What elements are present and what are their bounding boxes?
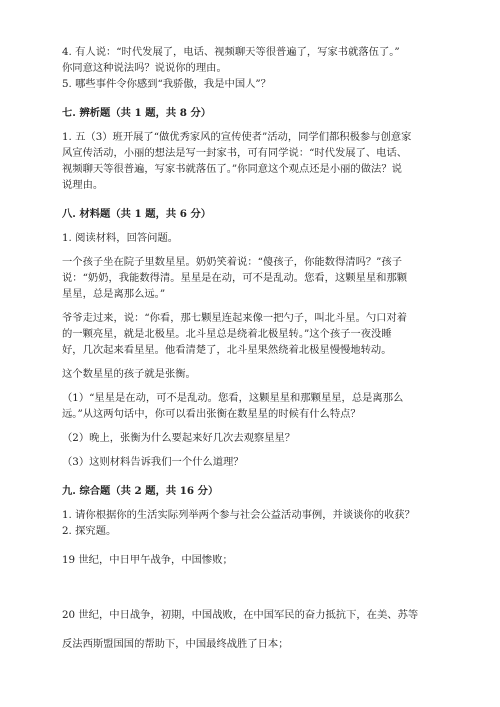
section-7-line-3: 视频聊天等很普遍，写家书就落伍了。”你同意这个观点还是小丽的做法？说 bbox=[62, 163, 402, 175]
section-7-line-1: 1. 五（3）班开展了“做优秀家风的宣传使者”活动，同学们都积极参与创意家 bbox=[62, 131, 412, 143]
section-9-question-2: 2. 探究题。 bbox=[62, 525, 117, 537]
century-20-text-continued: 反法西斯盟国国的帮助下，中国最终战胜了日本； bbox=[62, 638, 289, 650]
section-7-question bbox=[62, 129, 442, 193]
material-p1-line-1: 一个孩子坐在院子里数星星。奶奶笑着说：“傻孩子，你能数得清吗？”孩子 bbox=[62, 256, 403, 268]
section-8-intro: 1. 阅读材料，回答问题。 bbox=[62, 232, 179, 244]
section-7-line-4: 说理由。 bbox=[62, 179, 104, 191]
section-8-heading: 八. 材料题（共 1 题，共 6 分） bbox=[62, 208, 212, 220]
century-19-text: 19 世纪，中日甲午战争，中国惨败； bbox=[62, 554, 233, 566]
material-paragraph-1 bbox=[62, 254, 442, 302]
sub-question-1 bbox=[62, 390, 442, 422]
question-4 bbox=[62, 44, 442, 76]
material-p2-line-1: 爷爷走过来，说：“你看，那七颗星连起来像一把勺子，叫北斗星。勺口对着 bbox=[62, 312, 408, 324]
century-20-text: 20 世纪，中日战争，初期，中国战败，在中国军民的奋力抵抗下，在美、苏等 bbox=[62, 609, 419, 621]
sub-question-3: （3）这则材料告诉我们一个什么道理？ bbox=[62, 456, 244, 468]
section-9-question-1: 1. 请你根据你的生活实际列举两个参与社会公益活动事例，并谈谈你的收获？ bbox=[62, 509, 415, 521]
sub-question-2: （2）晚上，张衡为什么要起来好几次去观察星星？ bbox=[62, 432, 296, 444]
section-9-heading: 九. 综合题（共 2 题，共 16 分） bbox=[62, 485, 219, 497]
material-p2-line-2: 的一颗亮星，就是北极星。北斗星总是绕着北极星转。”这个孩子一夜没睡 bbox=[62, 328, 392, 340]
material-p2-line-3: 好，几次起来看星星。他看清楚了，北斗星果然绕着北极星慢慢地转动。 bbox=[62, 344, 392, 356]
material-p1-line-2: 说：“奶奶，我能数得清。星星是在动，可不是乱动。您看，这颗星星和那颗 bbox=[62, 272, 408, 284]
question-4-line-2: 你同意这种说法吗？说说你的理由。 bbox=[62, 62, 227, 74]
sub-question-1-line-2: 远。”从这两句话中，你可以看出张衡在数星星的时候有什么特点？ bbox=[62, 408, 361, 420]
material-paragraph-3: 这个数星星的孩子就是张衡。 bbox=[62, 368, 196, 380]
section-7-heading: 七. 辨析题（共 1 题，共 8 分） bbox=[62, 107, 212, 119]
question-4-line-1: 4. 有人说：“时代发展了，电话、视频聊天等很普遍了，写家书就落伍了。” bbox=[62, 46, 400, 58]
material-p1-line-3: 星星，总是离那么远。” bbox=[62, 288, 166, 300]
section-7-line-2: 风宣传活动，小丽的想法是写一封家书，可有同学说：“时代发展了、电话、 bbox=[62, 147, 408, 159]
exam-page bbox=[62, 44, 442, 652]
material-paragraph-2 bbox=[62, 310, 442, 358]
question-5: 5. 哪些事件令你感到“我骄傲，我是中国人”？ bbox=[62, 78, 271, 90]
sub-question-1-line-1: （1）“星星是在动，可不是乱动。您看，这颗星星和那颗星星，总是离那么 bbox=[62, 392, 404, 404]
